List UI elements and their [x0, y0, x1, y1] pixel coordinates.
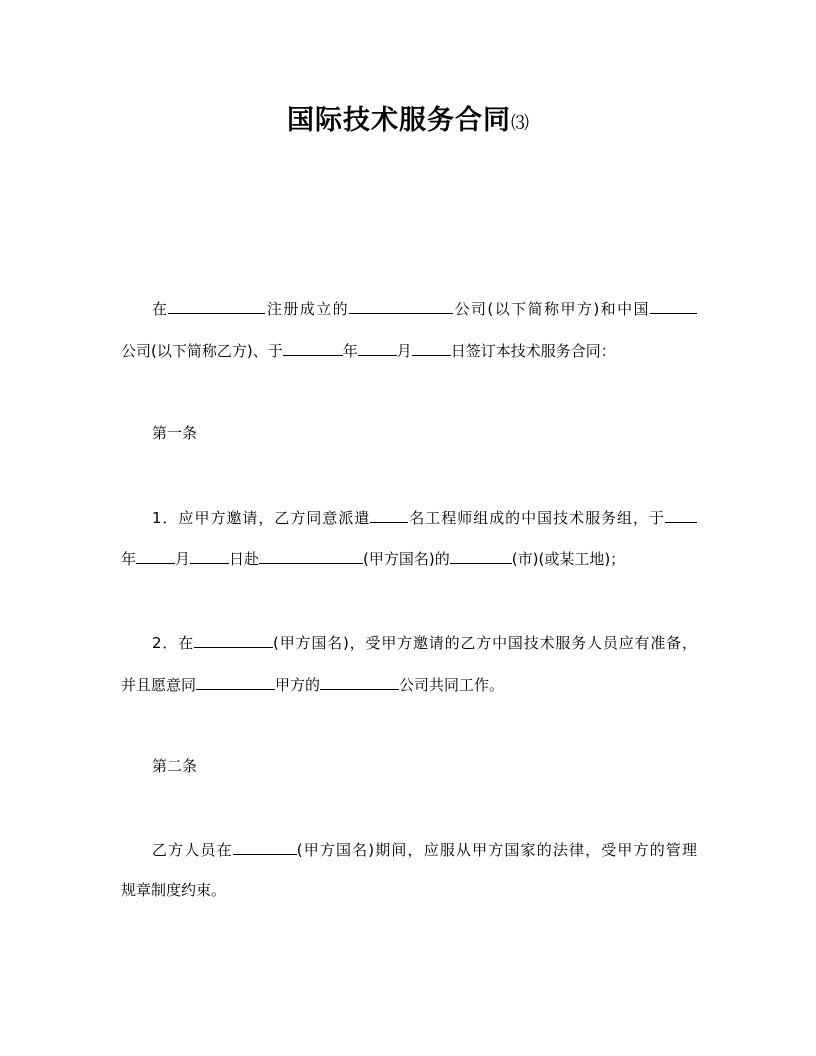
blank-field — [349, 298, 453, 314]
title-text: 国际技术服务合同 — [287, 105, 511, 136]
clause-1-line-1: 1．应甲方邀请，乙方同意派遣 名工程师组成的中国技术服务组，于 — [121, 507, 697, 527]
blank-field — [136, 548, 175, 564]
title-suffix: ⑶ — [511, 113, 529, 134]
blank-field — [665, 507, 697, 523]
blank-field — [194, 632, 273, 648]
article-2-heading: 第二条 — [152, 757, 198, 775]
blank-field — [320, 674, 399, 690]
intro-line-1: 在 注册成立的 公司(以下简称甲方)和中国 — [121, 298, 697, 318]
intro-line-2: 公司(以下简称乙方)、于 年 月 日签订本技术服务合同： — [121, 342, 616, 360]
blank-field — [190, 548, 229, 564]
clause-2-line-2: 并且愿意同 甲方的 公司共同工作。 — [121, 676, 505, 694]
blank-field — [233, 839, 297, 855]
blank-field — [259, 548, 363, 564]
document-title — [0, 98, 816, 137]
clause-2-line-1: 2．在 (甲方国名)，受甲方邀请的乙方中国技术服务人员应有准备， — [152, 634, 697, 652]
blank-field — [168, 298, 265, 314]
blank-field — [412, 340, 451, 356]
blank-field — [196, 674, 275, 690]
blank-field — [358, 340, 397, 356]
article-1-heading: 第一条 — [152, 424, 198, 442]
article-2-line-2: 规章制度约束。 — [121, 881, 227, 899]
blank-field — [650, 298, 697, 314]
clause-1-line-2: 年 月 日赴 (甲方国名)的 (市)(或某工地)； — [121, 550, 626, 568]
blank-field — [283, 340, 343, 356]
blank-field — [450, 548, 512, 564]
blank-field — [370, 507, 408, 523]
article-2-line-1: 乙方人员在 (甲方国名)期间，应服从甲方国家的法律，受甲方的管理 — [152, 841, 697, 859]
